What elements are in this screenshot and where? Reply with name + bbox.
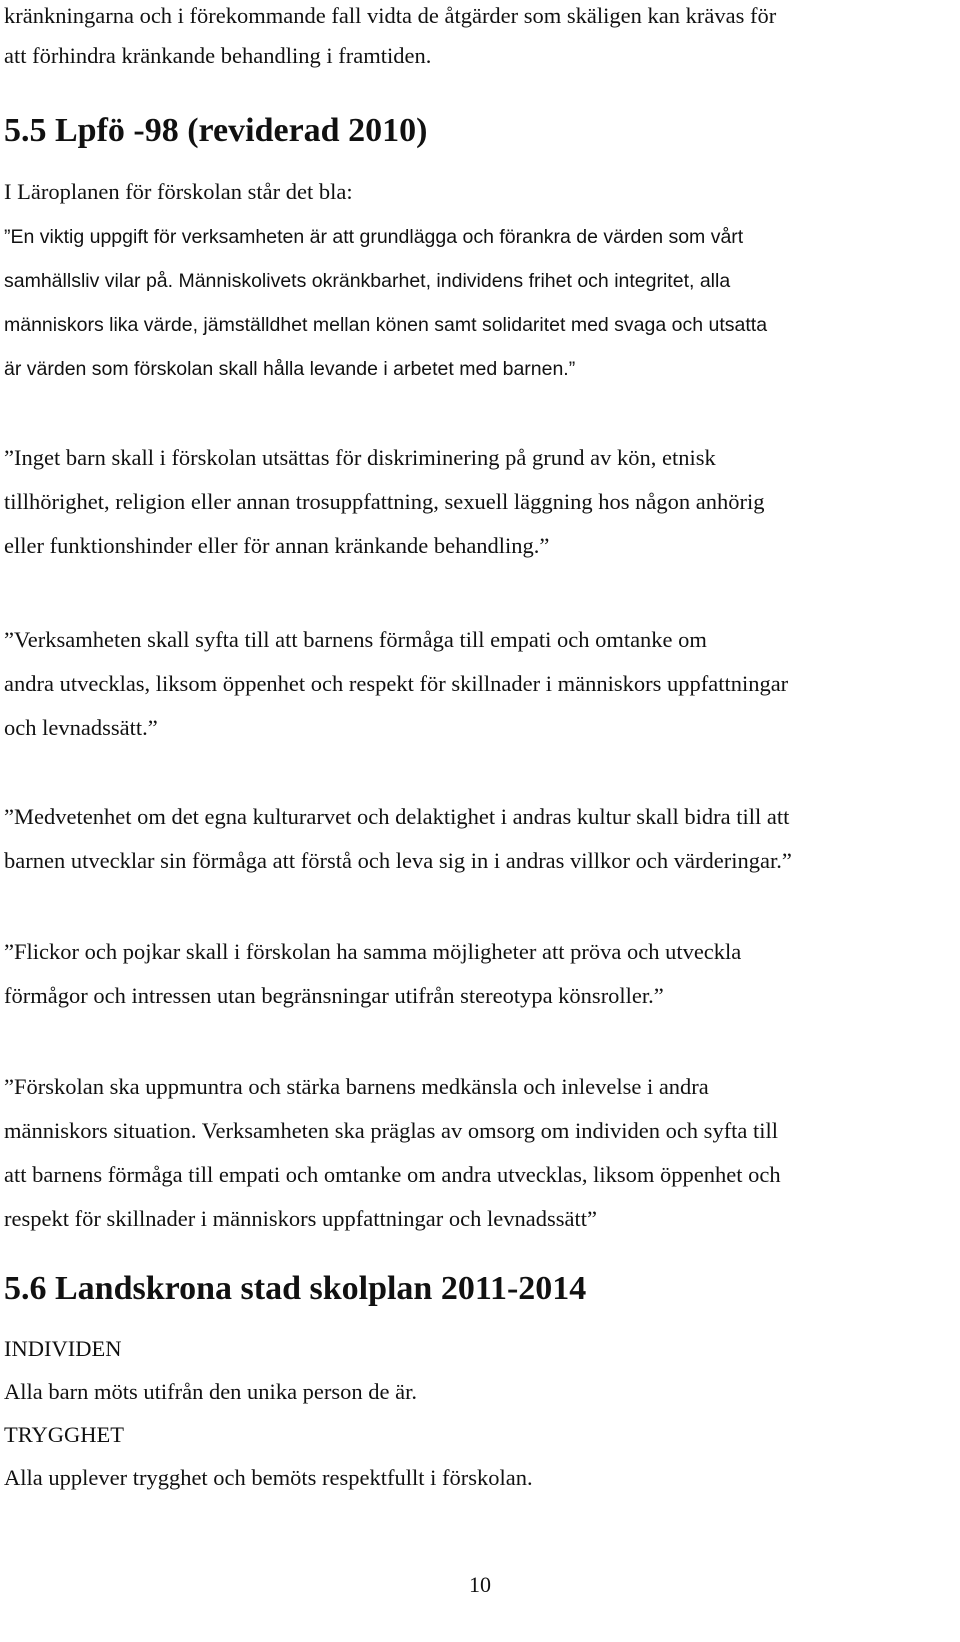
quote-line: ”Medvetenhet om det egna kulturarvet och delaktighet i andras kultur skall bidra till att [4,804,790,829]
quote-line: ”Förskolan ska uppmuntra och stärka barnens medkänsla och inlevelse i andra [4,1074,709,1099]
quote-line: eller funktionshinder eller för annan kränkande behandling.” [4,533,550,558]
intro-line-2: att förhindra kränkande behandling i framtiden. [4,43,432,68]
quote-line: ”Verksamheten skall syfta till att barnens förmåga till empati och omtanke om [4,627,707,652]
quote-line: ”En viktig uppgift för verksamheten är att grundlägga och förankra de värden som vårt [4,226,744,248]
section-5-5-intro: I Läroplanen för förskolan står det bla: [4,179,353,204]
quote-line: människors lika värde, jämställdhet mellan könen samt solidaritet med svaga och utsatta [4,314,768,336]
quote-line: ”Inget barn skall i förskolan utsättas för diskriminering på grund av kön, etnisk [4,445,716,470]
quote-line: barnen utvecklar sin förmåga att förstå och leva sig in i andras villkor och värderingar.” [4,848,792,873]
quote-line: tillhörighet, religion eller annan trosuppfattning, sexuell läggning hos någon anhörig [4,489,765,514]
subheading-trygghet: TRYGGHET [4,1422,124,1447]
individen-text: Alla barn möts utifrån den unika person de är. [4,1379,418,1404]
quote-line: andra utvecklas, liksom öppenhet och respekt för skillnader i människors uppfattningar [4,671,789,696]
trygghet-text: Alla upplever trygghet och bemöts respektfullt i förskolan. [4,1465,533,1490]
quote-line: och levnadssätt.” [4,715,158,740]
section-heading-5-5: 5.5 Lpfö -98 (reviderad 2010) [4,112,428,149]
quote-line: att barnens förmåga till empati och omtanke om andra utvecklas, liksom öppenhet och [4,1162,781,1187]
quote-line: respekt för skillnader i människors uppfattningar och levnadssätt” [4,1206,597,1231]
quote-line: samhällsliv vilar på. Människolivets okränkbarhet, individens frihet och integritet, alla [4,270,731,292]
quote-line: människors situation. Verksamheten ska präglas av omsorg om individen och syfta till [4,1118,779,1143]
section-heading-5-6: 5.6 Landskrona stad skolplan 2011-2014 [4,1270,587,1307]
intro-line-1: kränkningarna och i förekommande fall vidta de åtgärder som skäligen kan krävas för [4,3,777,28]
quote-line: är värden som förskolan skall hålla levande i arbetet med barnen.” [4,358,576,380]
quote-line: ”Flickor och pojkar skall i förskolan ha samma möjligheter att pröva och utveckla [4,939,742,964]
subheading-individen: INDIVIDEN [4,1336,122,1361]
page-number: 10 [469,1572,491,1597]
quote-line: förmågor och intressen utan begränsningar utifrån stereotypa könsroller.” [4,983,664,1008]
